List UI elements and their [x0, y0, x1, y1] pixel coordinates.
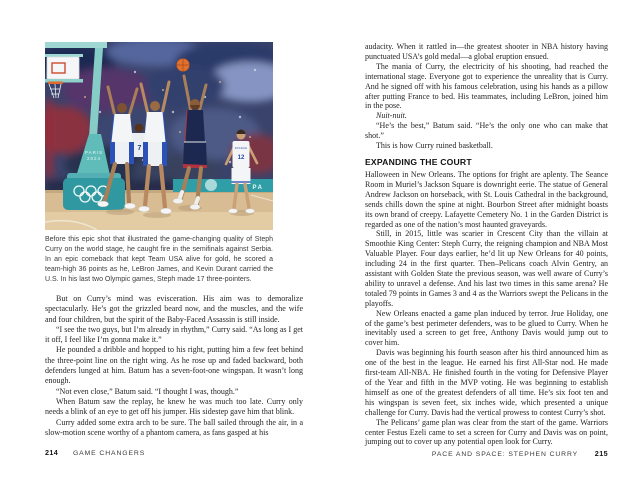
basketball: [177, 59, 190, 72]
right-page: [365, 42, 608, 447]
photo-figure: [45, 42, 273, 285]
body-paragraph: Nuit-nuit.: [376, 111, 407, 121]
body-paragraph: The Pelicans’ game plan was clear from the start of the game. Warriors center Festus Ezeli came to set a screen for Curry and Davis was on point, jumping out to cover up any potential open look for Curry.: [365, 417, 608, 447]
body-paragraph: audacity. When it rattled in—the greatest shooter in NBA history having punctuated USA’s gold medal—a global eruption ensued.: [365, 42, 608, 61]
body-paragraph: Curry added some extra arch to be sure. The ball sailed through the air, in a slow-motion scene worthy of a phantom camera, as fans gasped at his: [45, 417, 303, 437]
page-number: 215: [594, 449, 608, 458]
running-head: GAME CHANGERS: [73, 450, 146, 457]
body-paragraph: “Not even close,” Batum said. “I thought I was, though.”: [56, 386, 239, 396]
page-number: 214: [45, 448, 59, 457]
body-paragraph: The mania of Curry, the electricity of his shooting, had reached the international stage. Everyone got to experience the unreality that is Curry. And he signed off with his famous celebration, using his hands as a pillow after putting France to bed. His teammates, including LeBron, joined him in the pose.: [365, 61, 608, 111]
body-paragraph: “I see the two guys, but I’m already in rhythm,” Curry said. “As long as I get it off, I feel like I’m gonna make it.”: [45, 324, 303, 345]
paris-label-line2: 2024: [86, 156, 102, 161]
hoop-rim: [48, 82, 63, 85]
body-paragraph: But on Curry’s mind was evisceration. His aim was to demoralize spectacularly. He’s got the grizzled beard now, and the muscles, and the wife and four children, but the spirit of the Baby-Faced Assassin is still inside.: [45, 294, 303, 324]
ad-board-text: PA: [252, 185, 264, 191]
jersey-team-label: FRANCE: [234, 147, 248, 150]
body-paragraph: New Orleans enacted a game plan induced by terror. Jrue Holiday, one of the game’s best perimeter defenders, was to be glued to Curry. When he inevitably used a screen to get free, Anthony Davis would jump out to cover him.: [365, 308, 608, 348]
body-paragraph: When Batum saw the replay, he knew he was much too late. Curry only needs a blink of an eye to get off his jumper. His sidestep gave him that blink.: [45, 396, 303, 417]
running-head: PACE AND SPACE: STEPHEN CURRY: [431, 451, 578, 458]
body-paragraph: Davis was beginning his fourth season after his third announced him as one of the best in the league. He earned his first All-Star nod. He made first-team All-NBA. He finished fourth in the voting for Defensive Player of the Year and fifth in the MVP voting. He was beginning to establish himself as one of the greatest defenders of all time. He’s six foot ten and his wingspan is seven feet, six inches wide, which presented a unique challenge for Curry. Davis had the vertical prowess to contest Curry’s shot.: [365, 348, 608, 417]
body-paragraph: This is how Curry ruined basketball.: [376, 141, 493, 151]
paris-label-line1: PARIS: [84, 150, 104, 155]
left-body-text: [45, 294, 303, 438]
ad-board-logo-icon: [205, 179, 217, 191]
photo-caption: Before this epic shot that illustrated the game-changing quality of Steph Curry on the world stage, he caught fire in the semifinals against Serbia. In an epic comeback that kept Team USA alive for gold, he scored a team-high 36 points as he, LeBron James, and Kevin Durant carried the U.S. In his last two Olympic games, Steph made 17 three-pointers.: [45, 236, 273, 283]
body-paragraph: He pounded a dribble and hopped to his right, putting him a few feet behind the three-point line on the right wing. As he rose up and faded backward, both defenders lunged at him. Batum has a seven-foot-one wingspan. It wasn’t long enough.: [45, 345, 303, 386]
body-paragraph: Halloween in New Orleans. The options for fright are aplenty. The Seance Room in Muriel’s Jackson Square is downright eerie. The statue of General Andrew Jackson on horseback, with St. Louis Cathedral in the background, sends chills down the spine at night. Bourbon Street after midnight boasts its own brand of creepy. Lafayette Cemetery No. 1 in the Garden District is regarded as one of the nation’s most haunted graveyards.: [365, 169, 608, 229]
body-paragraph: “He’s the best,” Batum said. “He’s the only one who can make that shot.”: [365, 121, 608, 141]
body-paragraph: Still, in 2015, little was scarier in Crescent City than the villain at Smoothie King Center: Steph Curry, the reigning champion and NBA Most Valuable Player. Four days earlier, he’d lit up New Orleans for 40 points, including 24 in the first quarter. Then–Pelicans coach Alvin Gentry, an assistant with Golden State the previous season, was well aware of Curry’s ability to unravel a defense. And his last two times in this same arena? He totaled 79 points in Games 3 and 4 as the Warriors swept the Pelicans in the playoffs.: [365, 229, 608, 308]
jersey-number-7: 7: [137, 145, 142, 152]
footer-right: [432, 449, 608, 458]
jersey-number-12: 12: [237, 155, 245, 161]
left-page: [45, 42, 303, 437]
section-heading: EXPANDING THE COURT: [365, 156, 472, 167]
footer-left: [45, 448, 145, 457]
courtside-ad-board: [173, 179, 273, 192]
right-body-text: [365, 42, 608, 447]
olympics-basketball-photo: [45, 42, 273, 230]
